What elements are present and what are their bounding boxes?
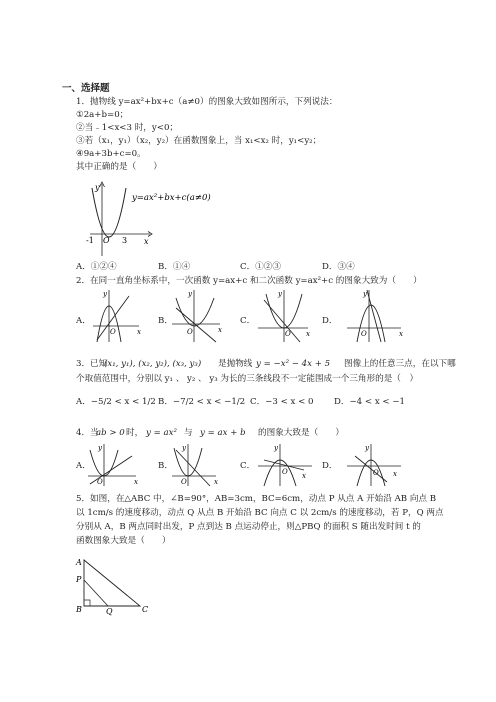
svg-text:O: O	[181, 478, 187, 486]
svg-text:y: y	[278, 290, 282, 298]
q1-equation: y=ax²+bx+c(a≠0)	[132, 193, 211, 203]
q3-line-2: 个取值范围中，分别以 y₁ 、 y₂ 、 y₃ 为长的三条线段不一定能围成一个三角形的是（ ）	[76, 374, 419, 384]
q5-segment-pq	[84, 580, 108, 606]
svg-text:O: O	[285, 330, 291, 338]
q1-parabola-figure	[88, 176, 238, 258]
q4-function-1: y = ax²	[146, 428, 177, 438]
q5-right-angle	[84, 600, 90, 606]
q1-statement-2: ②当﹣1<x<3 时，y<0；	[76, 123, 179, 133]
svg-text:x: x	[218, 326, 222, 334]
q5-line-4: 函数图象大致是（ ）	[76, 536, 171, 546]
q2-figure-b	[172, 288, 226, 344]
svg-text:C: C	[142, 605, 149, 614]
svg-text:y: y	[182, 444, 186, 452]
q4-condition: ab > 0	[96, 428, 125, 438]
q4-stem-b: 时，	[126, 428, 144, 438]
svg-text:O: O	[97, 478, 103, 486]
q1-three: 3	[122, 236, 128, 245]
svg-text:x: x	[302, 472, 306, 480]
q4-stem-c: 与	[184, 428, 193, 438]
q1-statement-4: ④9a+3b+c=0。	[76, 149, 146, 159]
q2-figure-c	[258, 288, 312, 344]
q4-stem-d: 的图象大致是（ ）	[258, 428, 344, 438]
q2-option-d: D．	[322, 316, 338, 326]
q3-function: y = −x² − 4x + 5	[256, 359, 331, 369]
q3-stem-b: 是抛物线	[218, 359, 253, 369]
q1-minus-one: -1	[86, 236, 94, 245]
svg-text:x: x	[393, 470, 397, 478]
svg-text:y: y	[363, 290, 367, 298]
q3-option-a: A．−5/2 < x < 1/2	[76, 397, 156, 407]
q2-option-a: A．	[76, 316, 91, 326]
q1-parabola-curve	[92, 188, 126, 237]
q4-figure-d	[347, 442, 405, 488]
q3-stem-c: 图像上的任意三点，在以下哪	[344, 359, 456, 369]
q4-function-2: y = ax + b	[200, 428, 246, 438]
q1-option-a: A．①②④	[76, 262, 117, 272]
svg-text:O: O	[282, 468, 288, 476]
svg-text:O: O	[361, 330, 367, 338]
svg-text:y: y	[103, 290, 107, 298]
svg-text:O: O	[187, 328, 193, 336]
q1-option-b: B．①④	[158, 262, 191, 272]
svg-text:P: P	[76, 575, 82, 584]
q5-triangle-figure	[74, 556, 174, 616]
q5-line-1: 5．如图，在△ABC 中，∠B=90°，AB=3cm，BC=6cm，动点 P 从点 A 开始沿 AB 向点 B	[76, 494, 437, 504]
q5-line-2: 以 1cm/s 的速度移动，动点 Q 从点 B 开始沿 BC 向点 C 以 2cm/s 的速度移动，若 P，Q 两点	[76, 508, 444, 518]
q1-ask: 其中正确的是（ ）	[76, 162, 162, 172]
q3-stem-a: 3．已知	[76, 359, 108, 369]
q5-line-3: 分别从 A，B 两点同时出发，P 点到达 B 点运动停止，则△PBQ 的面积 S 随出发时间 t 的	[76, 522, 421, 532]
svg-text:y: y	[274, 444, 278, 452]
q3-option-b: B．−7/2 < x < −1/2	[158, 397, 246, 407]
q1-x-label: x	[144, 237, 149, 246]
q1-statement-3: ③若（x₁，y₁）（x₂，y₂）在函数图象上，当 x₁<x₂ 时，y₁<y₂；	[76, 136, 322, 146]
svg-text:Q: Q	[106, 607, 113, 616]
q4-figure-c	[258, 442, 316, 488]
svg-text:O: O	[373, 469, 379, 477]
q5-triangle	[84, 560, 140, 606]
q4-option-c: C．	[240, 461, 256, 471]
q4-stem-a: 4．当	[76, 428, 99, 438]
svg-text:x: x	[306, 330, 310, 338]
q3-points: (x₁, y₁), (x₂, y₂), (x₃, y₃)	[104, 359, 202, 369]
svg-text:x: x	[134, 478, 138, 486]
svg-text:x: x	[399, 330, 403, 338]
q4-option-a: A．	[76, 461, 91, 471]
q2-figure-d	[347, 288, 405, 344]
svg-text:y: y	[365, 444, 369, 452]
q2-stem: 2．在同一直角坐标系中，一次函数 y=ax+c 和二次函数 y=ax²+c 的图象大致为（ ）	[76, 276, 422, 286]
q4-figure-a	[88, 442, 140, 488]
svg-text:y: y	[98, 444, 102, 452]
svg-text:A: A	[76, 558, 82, 567]
svg-text:O: O	[110, 328, 116, 336]
q2-figure-a	[93, 288, 143, 344]
section-title: 一、选择题	[62, 83, 110, 94]
q3-option-d: D．−4 < x < −1	[334, 397, 405, 407]
q1-option-d: D．③④	[322, 262, 355, 272]
q1-y-label: y	[95, 183, 100, 192]
q4-option-d: D．	[322, 461, 338, 471]
svg-text:x: x	[214, 478, 218, 486]
q2-option-c: C．	[240, 316, 256, 326]
q1-origin: O	[103, 236, 110, 245]
q4-option-b: B．	[158, 461, 173, 471]
svg-text:x: x	[137, 328, 141, 336]
q2-option-b: B．	[158, 316, 173, 326]
q1-option-c: C．①②③	[240, 262, 281, 272]
svg-text:y: y	[188, 290, 192, 298]
q1-statement-1: ①2a+b=0；	[76, 110, 129, 120]
q1-stem: 1．抛物线 y=ax²+bx+c（a≠0）的图象大致如图所示，下列说法：	[76, 97, 338, 107]
q4-figure-b	[172, 442, 224, 488]
q3-option-c: C．−3 < x < 0	[250, 397, 314, 407]
svg-text:B: B	[76, 605, 82, 614]
